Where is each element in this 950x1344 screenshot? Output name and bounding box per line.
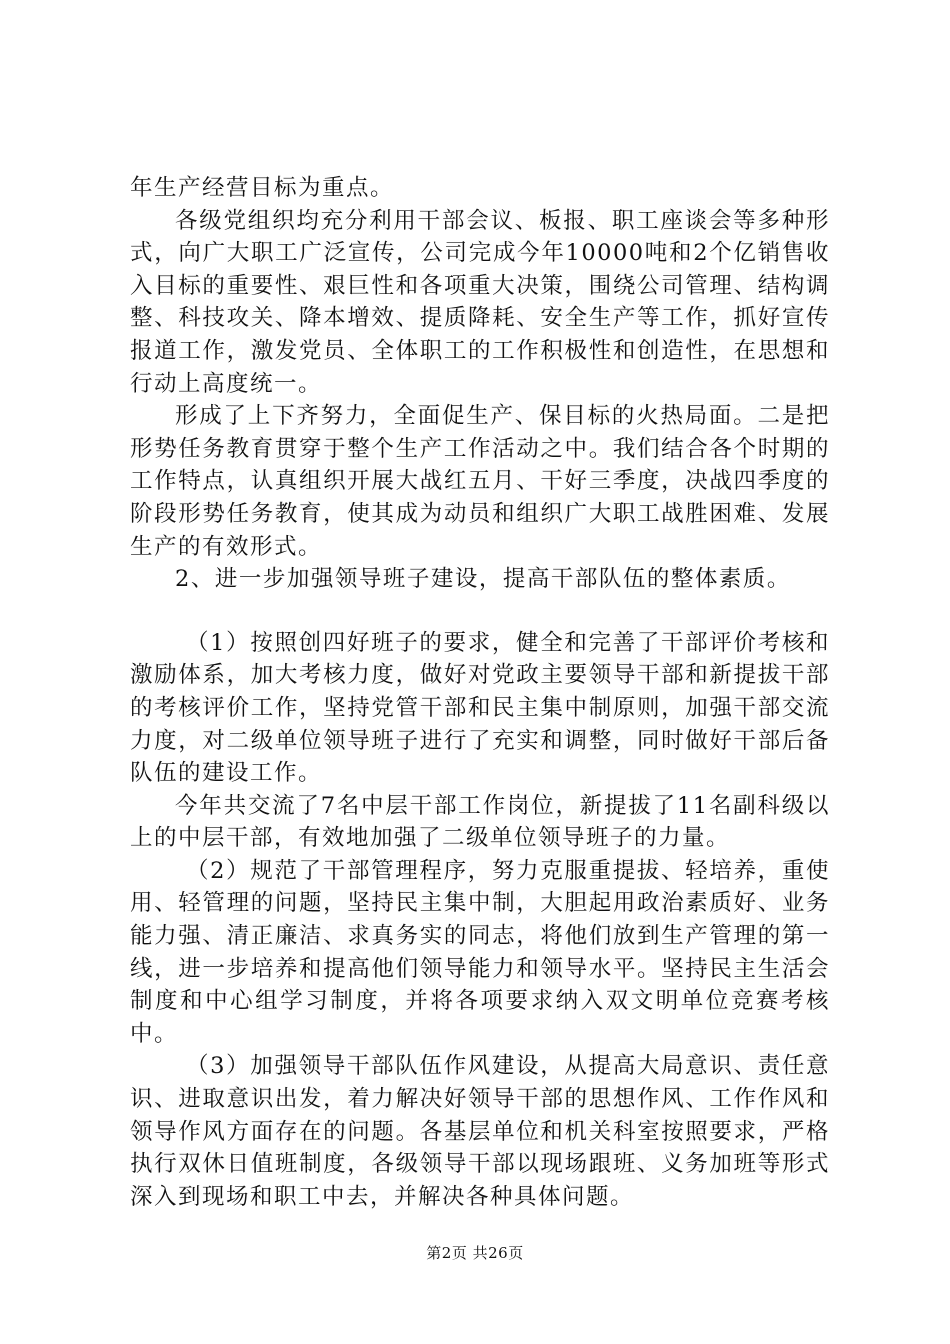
document-body: [130, 172, 830, 1213]
section-heading: 2、进一步加强领导班子建设，提高干部队伍的整体素质。: [175, 566, 791, 593]
paragraph: （1）按照创四好班子的要求，健全和完善了干部评价考核和激励体系，加大考核力度，做好对党政主要领导干部和新提拔干部的考核评价工作，坚持党管干部和民主集中制原则，加强干部交流力度，对二级单位领导班子进行了充实和调整，同时做好干部后备队伍的建设工作。: [130, 629, 830, 787]
blank-line: [130, 596, 830, 627]
paragraph: 今年共交流了7名中层干部工作岗位，新提拔了11名副科级以上的中层干部，有效地加强了二级单位领导班子的力量。: [130, 792, 830, 852]
paragraph: （3）加强领导干部队伍作风建设，从提高大局意识、责任意识、进取意识出发，着力解决好领导干部的思想作风、工作作风和领导作风方面存在的问题。各基层单位和机关科室按照要求，严格执行双休日值班制度，各级领导干部以现场跟班、义务加班等形式深入到现场和职工中去，并解决各种具体问题。: [130, 1053, 830, 1210]
paragraph: （2）规范了干部管理程序，努力克服重提拔、轻培养，重使用、轻管理的问题，坚持民主集中制，大胆起用政治素质好、业务能力强、清正廉洁、求真务实的同志，将他们放到生产管理的第一线，进一步培养和提高他们领导能力和领导水平。坚持民主生活会制度和中心组学习制度，并将各项要求纳入双文明单位竞赛考核中。: [130, 857, 830, 1047]
paragraph: 形成了上下齐努力，全面促生产、保目标的火热局面。二是把形势任务教育贯穿于整个生产工作活动之中。我们结合各个时期的工作特点，认真组织开展大战红五月、干好三季度，决战四季度的阶段形势任务教育，使其成为动员和组织广大职工战胜困难、发展生产的有效形式。: [130, 403, 830, 560]
paragraph: 各级党组织均充分利用干部会议、板报、职工座谈会等多种形式，向广大职工广泛宣传，公司完成今年10000吨和2个亿销售收入目标的重要性、艰巨性和各项重大决策，围绕公司管理、结构调整、科技攻关、降本增效、提质降耗、安全生产等工作，抓好宣传报道工作，激发党员、全体职工的工作积极性和创造性，在思想和行动上高度统一。: [130, 207, 830, 397]
page-footer: 第2页 共26页: [426, 1244, 524, 1262]
paragraph: 年生产经营目标为重点。: [130, 175, 395, 201]
